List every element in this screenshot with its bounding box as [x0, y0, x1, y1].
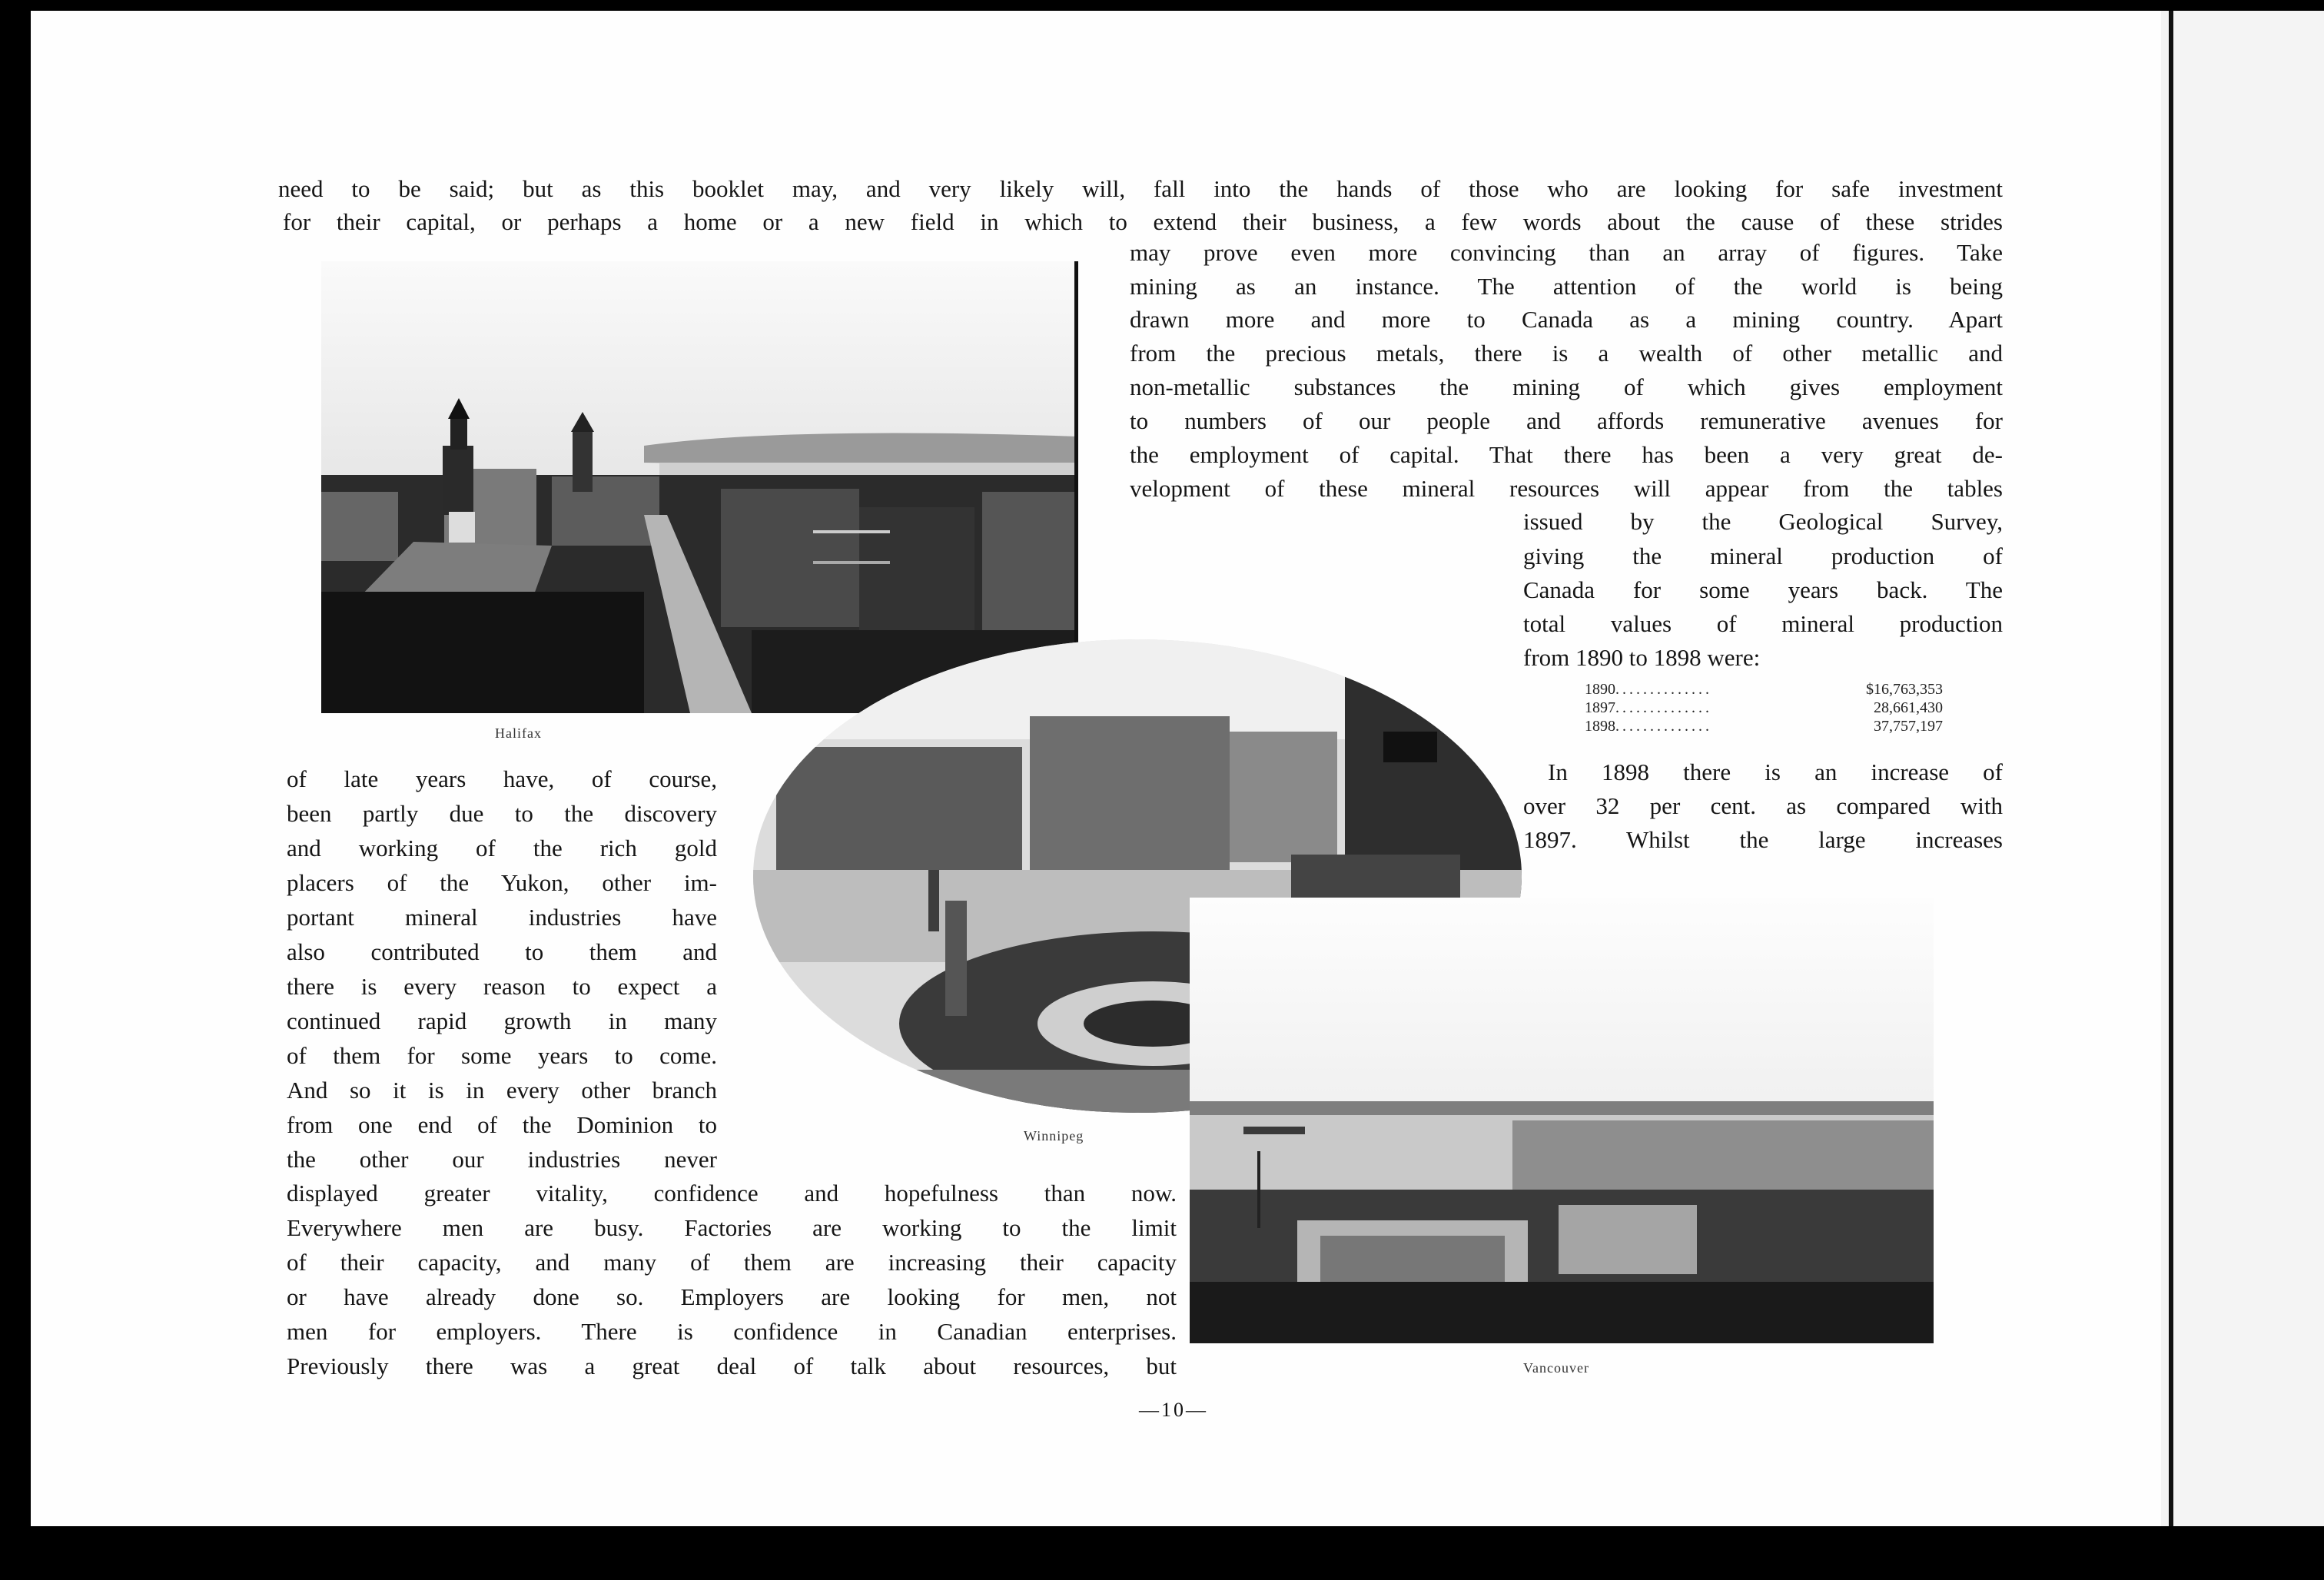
page-gutter [2169, 11, 2173, 1526]
text-line-16: In 1898 there is an increase of [1548, 758, 2003, 785]
text-line-23: portant mineral industries have [287, 904, 717, 931]
table-year-1890: 1890 [1585, 681, 1615, 698]
text-line-11: issued by the Geological Survey, [1523, 508, 2003, 535]
table-value-1890: $16,763,353 [1866, 681, 1943, 698]
text-line-12: giving the mineral production of [1523, 543, 2003, 569]
text-line-19: of late years have, of course, [287, 765, 717, 792]
halifax-caption: Halifax [495, 725, 542, 741]
text-line-36: Previously there was a great deal of talk about resources, but [287, 1353, 1177, 1379]
text-line-27: of them for some years to come. [287, 1042, 717, 1069]
text-line-26: continued rapid growth in many [287, 1007, 717, 1034]
text-line-8: to numbers of our people and affords remunerative avenues for [1130, 407, 2003, 434]
text-line-28: And so it is in every other branch [287, 1077, 717, 1104]
winnipeg-caption: Winnipeg [1024, 1128, 1084, 1144]
text-line-2: for their capital, or perhaps a home or a new field in which to extend their business, a few words about the cause of these strides [283, 208, 2003, 235]
text-line-24: also contributed to them and [287, 938, 717, 965]
text-line-17: over 32 per cent. as compared with [1523, 792, 2003, 819]
table-year-1897: 1897 [1585, 699, 1615, 716]
text-line-34: or have already done so. Employers are looking for men, not [287, 1283, 1177, 1310]
table-value-1897: 28,661,430 [1874, 699, 1943, 716]
book-page [31, 11, 2170, 1526]
text-line-32: Everywhere men are busy. Factories are working to the limit [287, 1214, 1177, 1241]
table-year-1898: 1898 [1585, 718, 1615, 735]
text-line-6: from the precious metals, there is a wealth of other metallic and [1130, 340, 2003, 367]
table-value-1898: 37,757,197 [1874, 718, 1943, 735]
vancouver-caption: Vancouver [1523, 1360, 1589, 1376]
text-line-31: displayed greater vitality, confidence and hopefulness than now. [287, 1180, 1177, 1207]
text-line-29: from one end of the Dominion to [287, 1111, 717, 1138]
text-line-30: the other our industries never [287, 1146, 717, 1173]
vancouver-photo [1190, 898, 1934, 1343]
text-line-7: non-metallic substances the mining of which gives employment [1130, 373, 2003, 400]
table-leader: .............. [1615, 681, 1712, 698]
page-number: —10— [1139, 1399, 1208, 1421]
text-line-20: been partly due to the discovery [287, 800, 717, 827]
table-leader: .............. [1615, 699, 1712, 716]
text-line-18: 1897. Whilst the large increases [1523, 826, 2003, 853]
text-line-1: need to be said; but as this booklet may, and very likely will, fall into the hands of those who are looking for safe investment [278, 175, 2003, 202]
text-line-10: velopment of these mineral resources will appear from the tables [1130, 475, 2003, 502]
halifax-photo [321, 261, 1078, 713]
text-line-15: from 1890 to 1898 were: [1523, 644, 1761, 671]
text-line-22: placers of the Yukon, other im- [287, 869, 717, 896]
facing-page-edge [2161, 11, 2324, 1526]
text-line-14: total values of mineral production [1523, 610, 2003, 637]
text-line-25: there is every reason to expect a [287, 973, 717, 1000]
text-line-35: men for employers. There is confidence in Canadian enterprises. [287, 1318, 1177, 1345]
text-line-9: the employment of capital. That there has been a very great de- [1130, 441, 2003, 468]
text-line-5: drawn more and more to Canada as a mining country. Apart [1130, 306, 2003, 333]
table-leader: .............. [1615, 718, 1712, 735]
text-line-4: mining as an instance. The attention of the world is being [1130, 273, 2003, 300]
text-line-13: Canada for some years back. The [1523, 576, 2003, 603]
text-line-21: and working of the rich gold [287, 835, 717, 861]
text-line-3: may prove even more convincing than an array of figures. Take [1130, 239, 2003, 266]
text-line-33: of their capacity, and many of them are increasing their capacity [287, 1249, 1177, 1276]
